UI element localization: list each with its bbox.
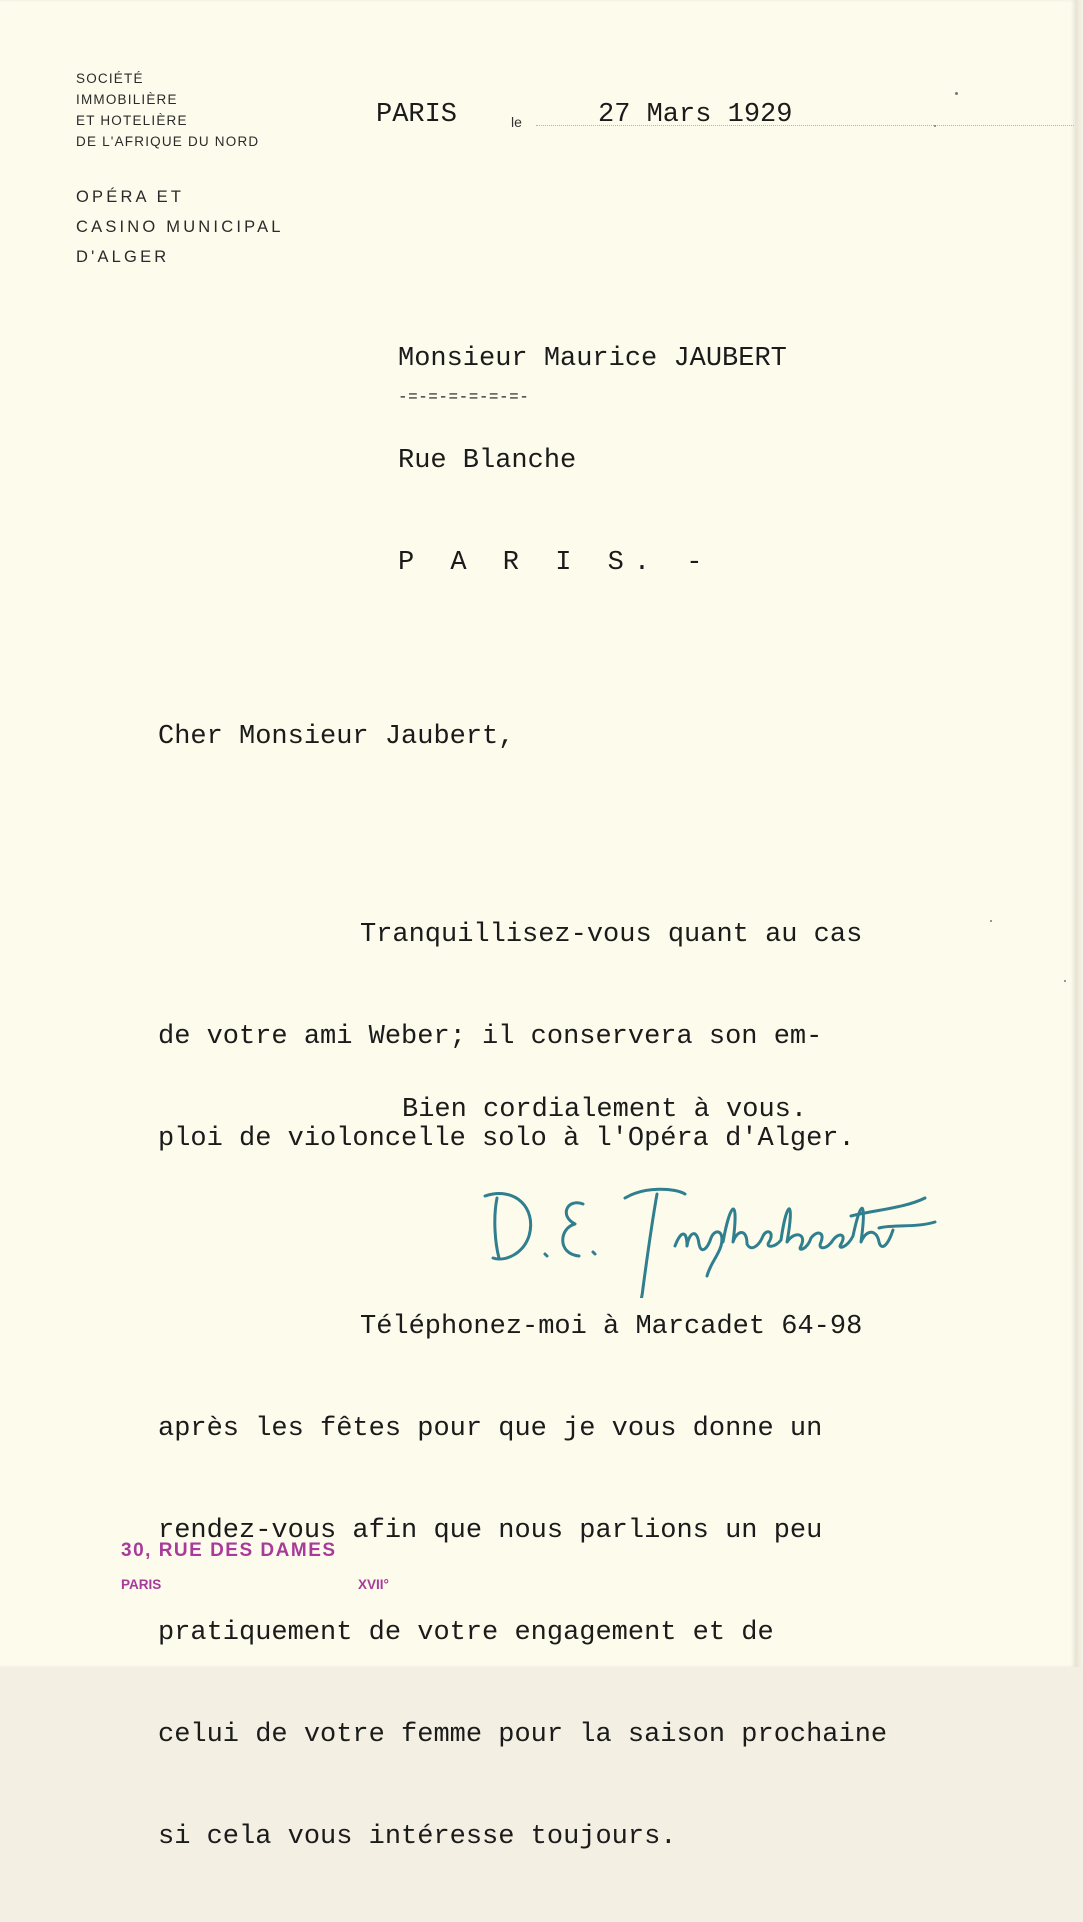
scan-edge xyxy=(1075,0,1083,1667)
paragraph-gap xyxy=(158,822,887,850)
recipient-name: Monsieur Maurice JAUBERT xyxy=(398,344,787,374)
letterhead-company-line: SOCIÉTÉ xyxy=(76,71,144,86)
dateline-city: PARIS xyxy=(376,100,458,130)
handwritten-signature xyxy=(475,1158,995,1303)
dateline-le: le xyxy=(511,114,522,130)
letterhead-venue xyxy=(76,182,284,272)
paper-speck xyxy=(1064,980,1066,982)
paper-speck xyxy=(934,125,936,127)
letterhead-venue-line: D'ALGER xyxy=(76,248,170,266)
dateline-date: 27 Mars 1929 xyxy=(598,100,793,130)
paper-speck xyxy=(990,920,992,922)
letterhead-venue-line: OPÉRA ET xyxy=(76,188,185,206)
paragraph2-line: Téléphonez-moi à Marcadet 64-98 xyxy=(360,1312,863,1342)
stamp-arrondissement: XVII° xyxy=(358,1577,389,1592)
paragraph2-line: après les fêtes pour que je vous donne un xyxy=(158,1414,823,1444)
paragraph1-line: Tranquillisez-vous quant au cas xyxy=(360,920,863,950)
recipient-city: P A R I S. - xyxy=(398,548,713,578)
letterhead-company-line: IMMOBILIÈRE xyxy=(76,92,178,107)
paragraph1-line: ploi de violoncelle solo à l'Opéra d'Alger. xyxy=(158,1124,855,1154)
recipient-street: Rue Blanche xyxy=(398,446,577,476)
letterhead-company-line: ET HOTELIÈRE xyxy=(76,113,188,128)
paper-speck xyxy=(955,92,958,95)
stamp-street: 30, RUE DES DAMES xyxy=(121,1540,337,1561)
paragraph2-line: si cela vous intéresse toujours. xyxy=(158,1822,677,1852)
letterhead-company xyxy=(76,68,259,152)
letterhead-company-line: DE L'AFRIQUE DU NORD xyxy=(76,134,260,149)
stamp-city: PARIS xyxy=(121,1577,162,1592)
closing: Bien cordialement à vous. xyxy=(402,1095,808,1125)
paragraph2-line: pratiquement de votre engagement et de xyxy=(158,1618,774,1648)
paragraph2-line: rendez-vous afin que nous parlions un peu xyxy=(158,1516,823,1546)
paragraph1-line: de votre ami Weber; il conservera son em- xyxy=(158,1022,823,1052)
recipient-address xyxy=(398,274,787,648)
salutation: Cher Monsieur Jaubert, xyxy=(158,722,515,752)
paragraph2-line: celui de votre femme pour la saison prochaine xyxy=(158,1720,888,1750)
address-underline-decoration: -=-=-=-=-=-=- xyxy=(398,388,530,406)
signature-drawing xyxy=(475,1158,995,1298)
letterhead-venue-line: CASINO MUNICIPAL xyxy=(76,218,284,236)
